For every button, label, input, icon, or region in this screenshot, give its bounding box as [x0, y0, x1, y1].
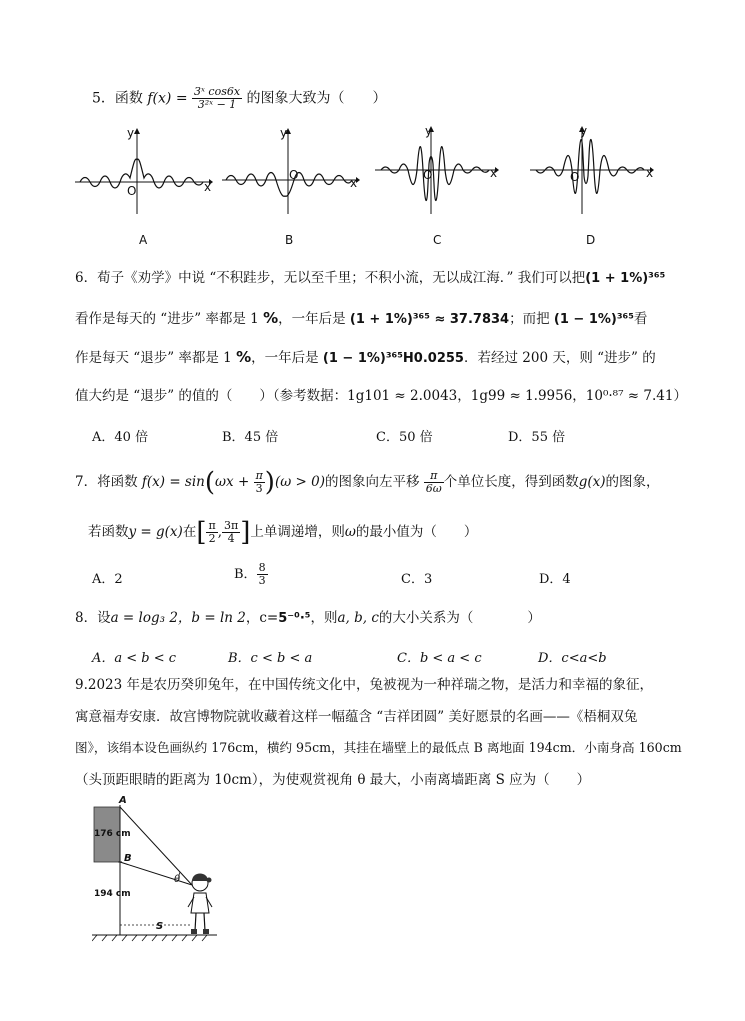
q7-inner: ωx +: [215, 474, 250, 490]
girl-icon: [188, 874, 212, 935]
q6-text3a: 作是每天 “退步” 率都是 1: [75, 350, 232, 366]
q7-gx: g(x): [578, 474, 606, 490]
q7-lo-den: 2: [208, 532, 216, 545]
q7-text2b: 在: [182, 524, 197, 540]
q6-pct2: %: [236, 348, 252, 366]
q8-text-a: 8．设: [75, 610, 111, 626]
q7-text2c: 上单调递增，则: [250, 524, 345, 540]
q6-expr1: (1 + 1%)³⁶⁵: [585, 271, 666, 286]
q5-func-lhs: f(x) =: [147, 90, 188, 107]
q5-option-c: C: [433, 233, 442, 247]
q7-ygx: y = g(x): [128, 524, 183, 540]
q8-a-def: a = log₃ 2: [110, 610, 178, 626]
q7-choice-b-num: 8: [258, 561, 266, 574]
q7-choice-b-den: 3: [258, 574, 266, 587]
q7-hi-den: 4: [227, 532, 235, 545]
q8-c-val: 5⁻⁰·⁵: [278, 611, 311, 626]
q9-line2: 寓意福寿安康．故宫博物院就收藏着这样一幅蕴含 “吉祥团圆” 美好愿景的名画——《梧桐双兔: [75, 709, 638, 725]
q7-hi: [222, 520, 240, 545]
q9-line4: （头顶距眼睛的距离为 10cm），为使观赏视角 θ 最大，小南离墙距离 S 应为（ ）: [75, 772, 591, 788]
q5-graph-a: [75, 126, 213, 216]
q7-rest: 个单位长度，得到函数: [443, 474, 579, 490]
q7-lparen: (: [204, 467, 216, 498]
q5-c-x: x: [490, 166, 498, 180]
q6-choice-b: B．45 倍: [222, 430, 279, 445]
q6-expr4: (1 − 1%)³⁶⁵H0.0255: [322, 351, 464, 366]
q5-d-y: y: [580, 124, 588, 138]
q5-numerator: 3ˣ cos6x: [194, 85, 241, 98]
q7-line1: [75, 462, 660, 503]
q6-line3: [75, 347, 656, 369]
q9-label-b: B: [124, 853, 132, 864]
q6-choice-c: C．50 倍: [376, 430, 433, 445]
q7-pi3: [254, 470, 265, 495]
q8-text-end: ，则: [310, 610, 338, 626]
q6-text2d: 看: [633, 311, 648, 327]
q7-line2: 若函数y = g(x)在[ $\frac{\pi}{2}$ , $\frac{3\pi}{4}$ ]上单调递增，则ω的最小值为（ ）: [88, 517, 478, 548]
q5-denominator: 3²ˣ − 1: [197, 98, 237, 111]
q5-b-o: O: [289, 168, 299, 182]
q6-choice-d: D．55 倍: [508, 430, 566, 445]
q7-mid: 的图象向左平移: [324, 474, 420, 490]
q5-prefix: 5．函数: [92, 90, 143, 107]
q5-fraction: [192, 86, 242, 111]
q6-line4: [75, 386, 687, 406]
q5-option-a: A: [139, 233, 148, 247]
q7-func: f(x) = sin: [141, 474, 205, 490]
q7-lo-num: π: [208, 519, 216, 532]
q7-rparen: ): [264, 467, 275, 498]
q6-line1: [75, 268, 665, 289]
q7-lo: [206, 520, 217, 545]
q8-choice-c: C．b < a < c: [397, 651, 482, 666]
q5-a-x: x: [204, 180, 212, 194]
q5-c-o: O: [423, 168, 433, 182]
q5-d-o: O: [570, 170, 580, 184]
q6-text1: 6．荀子《劝学》中说 “不积跬步，无以至千里；不积小流，无以成江海．” 我们可以把: [75, 270, 586, 286]
q5-c-y: y: [425, 124, 433, 138]
q8-b-def: ，b = ln 2: [177, 610, 246, 626]
q8-choice-b: B．c < b < a: [228, 651, 313, 666]
q7-rbracket: ]: [240, 517, 251, 548]
q7-omega: ω: [344, 524, 356, 540]
q7-prefix: 7．将函数: [75, 474, 138, 490]
q9-label-theta: θ: [174, 874, 181, 885]
q8-abc: a, b, c: [337, 610, 379, 626]
q5-option-d: D: [586, 233, 596, 247]
q7-lbracket: [: [196, 517, 207, 548]
q7-choice-c: C．3: [401, 572, 433, 587]
q5-a-y: y: [127, 126, 135, 140]
q9-line1: 9.2023 年是农历癸卯兔年，在中国传统文化中，兔被视为一种祥瑞之物，是活力和幸福的象征，: [75, 677, 654, 693]
q7-six-omega: 6ω: [425, 482, 442, 495]
q9-line3: 图》，该绢本设色画纵约 176cm，横约 95cm，其挂在墙壁上的最低点 B 离地面 194cm．小南身高 160cm: [75, 740, 682, 755]
q6-line2: [75, 308, 647, 330]
q6-pct1: %: [263, 309, 279, 327]
q5-b-x: x: [350, 176, 358, 190]
q7-choice-b-frac: [257, 562, 268, 587]
q6-expr2: (1 + 1%)³⁶⁵ ≈ 37.7834: [349, 312, 510, 327]
q6-text3b: ，一年后是: [251, 350, 319, 366]
q9-label-176: 176 cm: [94, 829, 131, 839]
q5-option-b: B: [285, 233, 294, 247]
q7-choice-b-label: B．: [234, 567, 257, 582]
q5-d-x: x: [646, 166, 654, 180]
q7-choice-d: D．4: [539, 572, 571, 587]
q9-label-a: A: [119, 795, 127, 806]
q7-hi-num: 3π: [224, 519, 239, 532]
q5-graph-c: [375, 124, 500, 216]
q7-cond: (ω > 0): [274, 474, 325, 490]
q6-text2b: ，一年后是: [278, 311, 346, 327]
q7-text2a: 若函数: [88, 524, 129, 540]
q7-three: 3: [255, 482, 263, 495]
q7-text2d: 的最小值为（ ）: [355, 524, 478, 540]
q7-choice-b: [234, 558, 268, 592]
q8-stem: [75, 608, 541, 629]
q6-text2a: 看作是每天的 “进步” 率都是 1: [75, 311, 259, 327]
q7-choice-a: A．2: [92, 572, 123, 587]
q9-label-s: S: [156, 921, 164, 932]
q6-choice-a: A．40 倍: [92, 430, 149, 445]
q8-c-def: ，c=: [245, 610, 279, 626]
q5-suffix: 的图象大致为（ ）: [246, 90, 387, 107]
q7-shift-pi: π: [424, 470, 444, 483]
q6-text3c: ．若经过 200 天，则 “进步” 的: [463, 350, 656, 366]
q5-graph-d: [530, 124, 655, 216]
q7-pi: π: [255, 469, 263, 482]
q8-choice-a: A．a < b < c: [92, 651, 177, 666]
q7-end: 的图象，: [605, 474, 660, 490]
q5-stem: [92, 86, 387, 111]
q8-choice-d: D．c<a<b: [538, 651, 607, 666]
q8-text-end2: 的大小关系为（ ）: [378, 610, 541, 626]
q6-text4: 值大约是 “退步” 的值的（ ）（参考数据：1g101 ≈ 2.0043，1g99 ≈ 1.9956，10⁰·⁸⁷ ≈ 7.41）: [75, 388, 687, 404]
q6-expr3: (1 − 1%)³⁶⁵: [553, 312, 634, 327]
q9-label-194: 194 cm: [94, 889, 131, 899]
q5-a-o: O: [127, 184, 137, 198]
q6-text2c: ；而把: [509, 311, 550, 327]
q7-shift: [424, 470, 444, 495]
q5-b-y: y: [280, 126, 288, 140]
